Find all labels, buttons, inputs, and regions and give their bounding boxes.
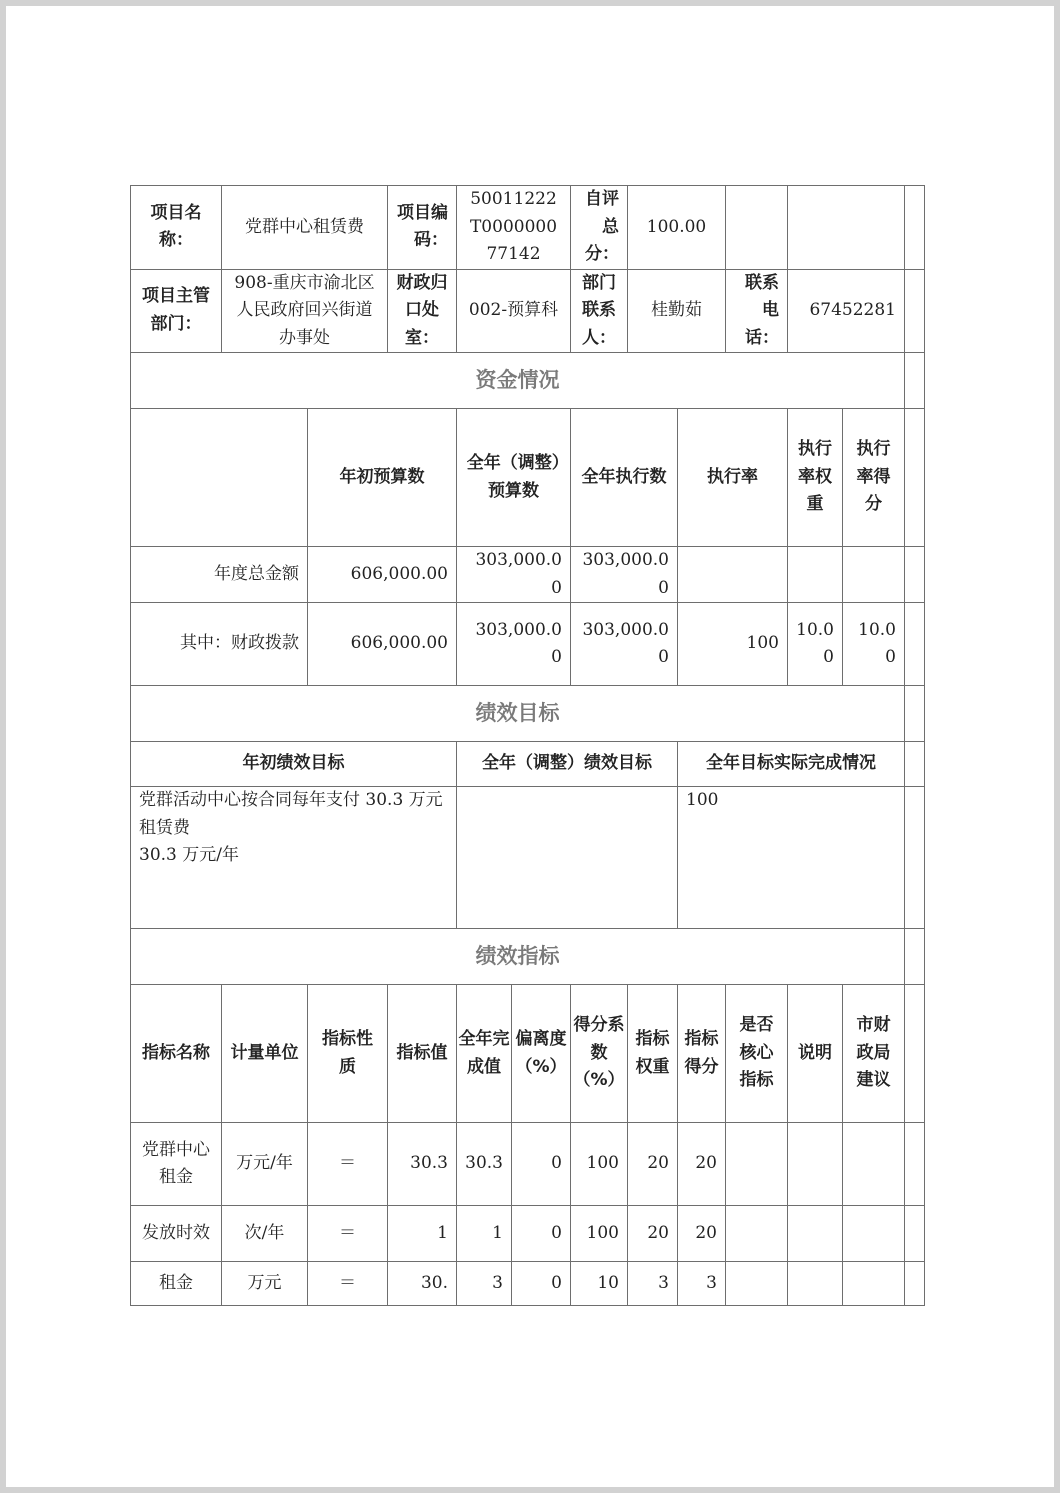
col-finance-advice: 市财政局建议 xyxy=(843,985,905,1123)
indicator-value: 30.3 xyxy=(388,1123,457,1206)
indicator-coefficient: 100 xyxy=(571,1206,628,1262)
edge-cell xyxy=(905,742,925,787)
indicator-value: 1 xyxy=(388,1206,457,1262)
edge-cell xyxy=(905,547,925,603)
edge-cell xyxy=(905,186,925,270)
indicator-advice xyxy=(843,1123,905,1206)
indicator-score: 3 xyxy=(678,1262,726,1306)
indicator-note xyxy=(788,1123,843,1206)
funds-header-row xyxy=(131,409,925,547)
indicator-name: 发放时效 xyxy=(131,1206,222,1262)
phone-label: 联系电话： xyxy=(726,269,788,353)
self-score-label: 自评总分： xyxy=(571,186,628,270)
col-unit: 计量单位 xyxy=(222,985,308,1123)
edge-cell xyxy=(905,409,925,547)
indicator-core xyxy=(726,1262,788,1306)
edge-cell xyxy=(905,985,925,1123)
edge-cell xyxy=(905,929,925,985)
edge-cell xyxy=(905,603,925,686)
indicators-header-row xyxy=(131,985,925,1123)
funds-row-total xyxy=(131,547,925,603)
empty-cell xyxy=(131,409,308,547)
edge-cell xyxy=(905,686,925,742)
indicator-score: 20 xyxy=(678,1123,726,1206)
self-score: 100.00 xyxy=(628,186,726,270)
indicator-row xyxy=(131,1123,925,1206)
empty-cell xyxy=(788,186,905,270)
dept-label: 项目主管部门： xyxy=(131,269,222,353)
funds-score xyxy=(843,547,905,603)
indicators-section-title: 绩效指标 xyxy=(131,929,905,985)
col-rate-score: 执行率得分 xyxy=(843,409,905,547)
indicator-name: 党群中心租金 xyxy=(131,1123,222,1206)
indicator-actual: 1 xyxy=(457,1206,512,1262)
col-actual-completion: 全年目标实际完成情况 xyxy=(678,742,905,787)
contact-label: 部门联系人： xyxy=(571,269,628,353)
indicator-note xyxy=(788,1262,843,1306)
col-nature: 指标性质 xyxy=(308,985,388,1123)
col-rate-weight: 执行率权重 xyxy=(788,409,843,547)
project-name: 党群中心租赁费 xyxy=(222,186,388,270)
initial-goal-line: 党群活动中心按合同每年支付 30.3 万元租赁费 xyxy=(139,790,443,838)
empty-cell xyxy=(726,186,788,270)
finance-office-label: 财政归口处室： xyxy=(388,269,457,353)
goals-content-row xyxy=(131,787,925,929)
col-executed: 全年执行数 xyxy=(571,409,678,547)
col-core-indicator: 是否核心指标 xyxy=(726,985,788,1123)
indicator-deviation: 0 xyxy=(512,1123,571,1206)
funds-executed: 303,000.00 xyxy=(571,547,678,603)
indicator-nature: ＝ xyxy=(308,1206,388,1262)
funds-row-fiscal xyxy=(131,603,925,686)
indicator-note xyxy=(788,1206,843,1262)
funds-weight xyxy=(788,547,843,603)
funds-weight: 10.00 xyxy=(788,603,843,686)
indicator-weight: 20 xyxy=(628,1123,678,1206)
contact: 桂勤茹 xyxy=(628,269,726,353)
indicator-name: 租金 xyxy=(131,1262,222,1306)
phone: 67452281 xyxy=(788,269,905,353)
funds-section-row xyxy=(131,353,925,409)
goals-section-title: 绩效目标 xyxy=(131,686,905,742)
col-score: 指标得分 xyxy=(678,985,726,1123)
project-code-label: 项目编码： xyxy=(388,186,457,270)
indicator-deviation: 0 xyxy=(512,1206,571,1262)
actual-completion-text: 100 xyxy=(678,787,905,929)
indicator-unit: 万元 xyxy=(222,1262,308,1306)
funds-section-title: 资金情况 xyxy=(131,353,905,409)
funds-executed: 303,000.00 xyxy=(571,603,678,686)
indicator-weight: 20 xyxy=(628,1206,678,1262)
col-score-coefficient: 得分系数（%） xyxy=(571,985,628,1123)
indicator-core xyxy=(726,1206,788,1262)
col-initial-budget: 年初预算数 xyxy=(308,409,457,547)
edge-cell xyxy=(905,353,925,409)
col-initial-goal: 年初绩效目标 xyxy=(131,742,457,787)
adjusted-goal-text xyxy=(457,787,678,929)
edge-cell xyxy=(905,1206,925,1262)
goals-header-row xyxy=(131,742,925,787)
indicator-row xyxy=(131,1206,925,1262)
indicator-unit: 次/年 xyxy=(222,1206,308,1262)
initial-goal-line: 30.3 万元/年 xyxy=(139,845,239,865)
edge-cell xyxy=(905,1262,925,1306)
col-deviation: 偏离度（%） xyxy=(512,985,571,1123)
edge-cell xyxy=(905,787,925,929)
indicators-section-row xyxy=(131,929,925,985)
indicator-actual: 30.3 xyxy=(457,1123,512,1206)
col-indicator-name: 指标名称 xyxy=(131,985,222,1123)
project-code: 50011222T000000077142 xyxy=(457,186,571,270)
goals-section-row xyxy=(131,686,925,742)
indicator-advice xyxy=(843,1206,905,1262)
indicator-nature: ＝ xyxy=(308,1123,388,1206)
indicator-coefficient: 10 xyxy=(571,1262,628,1306)
indicator-nature: ＝ xyxy=(308,1262,388,1306)
indicator-advice xyxy=(843,1262,905,1306)
dept: 908-重庆市渝北区人民政府回兴街道办事处 xyxy=(222,269,388,353)
indicator-unit: 万元/年 xyxy=(222,1123,308,1206)
col-adjusted-goal: 全年（调整）绩效目标 xyxy=(457,742,678,787)
project-name-label: 项目名称： xyxy=(131,186,222,270)
col-note: 说明 xyxy=(788,985,843,1123)
edge-cell xyxy=(905,1123,925,1206)
funds-initial: 606,000.00 xyxy=(308,547,457,603)
indicator-deviation: 0 xyxy=(512,1262,571,1306)
funds-rate: 100 xyxy=(678,603,788,686)
funds-adjusted: 303,000.00 xyxy=(457,547,571,603)
funds-score: 10.00 xyxy=(843,603,905,686)
indicator-value: 30. xyxy=(388,1262,457,1306)
header-row-1 xyxy=(131,186,925,270)
funds-row-label: 年度总金额 xyxy=(131,547,308,603)
col-weight: 指标权重 xyxy=(628,985,678,1123)
header-row-2 xyxy=(131,269,925,353)
col-actual-value: 全年完成值 xyxy=(457,985,512,1123)
col-adjusted-budget: 全年（调整）预算数 xyxy=(457,409,571,547)
indicator-score: 20 xyxy=(678,1206,726,1262)
funds-initial: 606,000.00 xyxy=(308,603,457,686)
performance-evaluation-table xyxy=(130,185,925,1306)
indicator-weight: 3 xyxy=(628,1262,678,1306)
initial-goal-text xyxy=(131,787,457,929)
funds-row-label: 其中：财政拨款 xyxy=(131,603,308,686)
funds-rate xyxy=(678,547,788,603)
indicator-coefficient: 100 xyxy=(571,1123,628,1206)
indicator-actual: 3 xyxy=(457,1262,512,1306)
indicator-row xyxy=(131,1262,925,1306)
indicator-core xyxy=(726,1123,788,1206)
funds-adjusted: 303,000.00 xyxy=(457,603,571,686)
edge-cell xyxy=(905,269,925,353)
finance-office: 002-预算科 xyxy=(457,269,571,353)
col-target-value: 指标值 xyxy=(388,985,457,1123)
col-execution-rate: 执行率 xyxy=(678,409,788,547)
